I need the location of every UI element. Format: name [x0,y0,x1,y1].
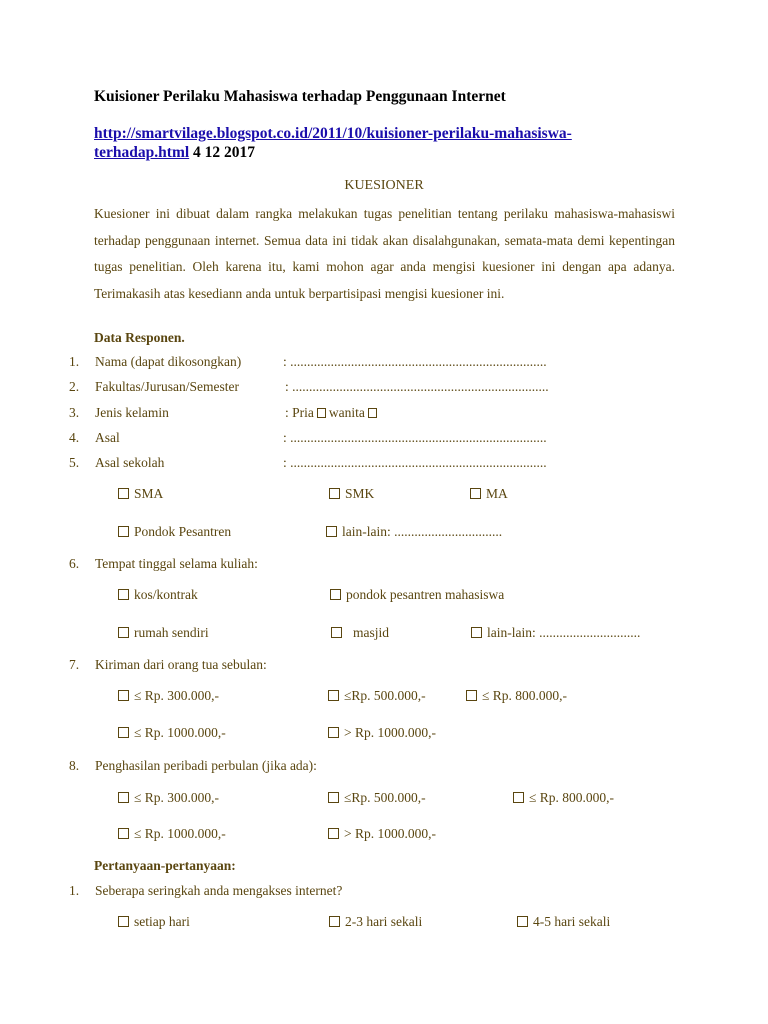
option-kiriman-over-1000[interactable] [328,725,436,741]
checkbox[interactable] [328,727,339,738]
option-kos-kontrak[interactable] [118,587,198,603]
field-asal-sekolah-input[interactable]: : ............................................................................ [283,455,547,470]
item-number: 6. [69,556,80,571]
option-label: MA [486,486,508,501]
checkbox[interactable] [513,792,524,803]
question-penghasilan: Penghasilan peribadi perbulan (jika ada): [95,758,317,773]
field-nama-input[interactable]: : ............................................................................ [283,354,547,369]
option-pondok-pesantren-mahasiswa[interactable] [330,587,504,603]
option-rumah-sendiri[interactable] [118,625,209,641]
option-pondok-pesantren[interactable] [118,524,231,540]
option-label: lain-lain: ................................ [342,524,503,539]
item-number: 2. [69,379,80,394]
source-link-part2: terhadap.html [94,144,190,161]
field-label-jenis-kelamin: Jenis kelamin [95,405,169,420]
gender-options [285,405,380,421]
option-label: ≤ Rp. 800.000,- [529,790,615,805]
option-penghasilan-500[interactable] [328,790,426,806]
checkbox[interactable] [118,916,129,927]
item-number: 7. [69,657,80,672]
checkbox[interactable] [326,526,337,537]
checkbox[interactable] [118,792,129,803]
option-label: pondok pesantren mahasiswa [346,587,505,602]
option-label: > Rp. 1000.000,- [344,725,436,740]
option-penghasilan-800[interactable] [513,790,614,806]
gender-pria-checkbox[interactable] [317,408,326,418]
pertanyaan-heading: Pertanyaan-pertanyaan: [94,858,236,873]
checkbox[interactable] [471,627,482,638]
item-number: 4. [69,430,80,445]
gender-wanita-label: wanita [328,405,365,420]
gender-pria-label: : Pria [285,405,314,420]
source-reference [94,124,572,162]
checkbox[interactable] [328,828,339,839]
item-number: 1. [69,883,80,898]
option-4-5-hari[interactable] [517,914,610,930]
option-label: rumah sendiri [134,625,209,640]
checkbox[interactable] [330,589,341,600]
option-setiap-hari[interactable] [118,914,190,930]
option-kiriman-500[interactable] [328,688,426,704]
option-smk[interactable] [329,486,374,502]
source-link-part1: http://smartvilage.blogspot.co.id/2011/10/kuisioner-perilaku-mahasiswa- [94,125,572,142]
option-label: Pondok Pesantren [134,524,232,539]
option-2-3-hari[interactable] [329,914,422,930]
document-title: Kuisioner Perilaku Mahasiswa terhadap Penggunaan Internet [94,88,506,105]
option-label: ≤ Rp. 1000.000,- [134,826,226,841]
question-akses-internet: Seberapa seringkah anda mengakses internet? [95,883,343,898]
option-label: ≤ Rp. 800.000,- [482,688,568,703]
option-label: lain-lain: .............................. [487,625,641,640]
checkbox[interactable] [118,589,129,600]
checkbox[interactable] [118,526,129,537]
source-link[interactable] [94,125,572,161]
gender-wanita-checkbox[interactable] [368,408,377,418]
option-masjid[interactable] [331,625,389,641]
option-penghasilan-1000[interactable] [118,826,226,842]
option-ma[interactable] [470,486,508,502]
option-label: ≤ Rp. 300.000,- [134,688,220,703]
option-kiriman-300[interactable] [118,688,219,704]
data-responen-heading: Data Responen. [94,330,185,345]
option-penghasilan-over-1000[interactable] [328,826,436,842]
option-label: setiap hari [134,914,190,929]
questionnaire-heading: KUESIONER [344,178,424,193]
option-label: 2-3 hari sekali [345,914,423,929]
item-number: 8. [69,758,80,773]
checkbox[interactable] [118,627,129,638]
option-label: SMA [134,486,164,501]
option-lain-lain-sekolah[interactable] [326,524,502,540]
checkbox[interactable] [329,916,340,927]
option-sma[interactable] [118,486,163,502]
question-tempat-tinggal: Tempat tinggal selama kuliah: [95,556,258,571]
option-label: ≤ Rp. 1000.000,- [134,725,226,740]
checkbox[interactable] [118,690,129,701]
option-kiriman-800[interactable] [466,688,567,704]
question-kiriman: Kiriman dari orang tua sebulan: [95,657,267,672]
intro-paragraph [94,201,675,307]
checkbox[interactable] [118,488,129,499]
option-label: ≤Rp. 500.000,- [344,688,426,703]
checkbox[interactable] [331,627,342,638]
option-lain-lain-tinggal[interactable] [471,625,640,641]
checkbox[interactable] [328,690,339,701]
checkbox[interactable] [470,488,481,499]
option-label: 4-5 hari sekali [533,914,611,929]
checkbox[interactable] [329,488,340,499]
option-label: ≤ Rp. 300.000,- [134,790,220,805]
checkbox[interactable] [118,727,129,738]
field-label-fakultas: Fakultas/Jurusan/Semester [95,379,239,394]
item-number: 5. [69,455,80,470]
option-label: kos/kontrak [134,587,198,602]
field-fakultas-input[interactable]: : ............................................................................ [285,379,549,394]
option-label: > Rp. 1000.000,- [344,826,436,841]
field-asal-input[interactable]: : ............................................................................ [283,430,547,445]
option-label: ≤Rp. 500.000,- [344,790,426,805]
option-kiriman-1000[interactable] [118,725,226,741]
checkbox[interactable] [328,792,339,803]
option-penghasilan-300[interactable] [118,790,219,806]
field-label-asal-sekolah: Asal sekolah [95,455,165,470]
checkbox[interactable] [118,828,129,839]
field-label-nama: Nama (dapat dikosongkan) [95,354,242,369]
item-number: 3. [69,405,80,420]
checkbox[interactable] [466,690,477,701]
checkbox[interactable] [517,916,528,927]
option-label: masjid [353,625,389,640]
item-number: 1. [69,354,80,369]
source-date: 4 12 2017 [189,144,256,161]
option-label: SMK [345,486,375,501]
field-label-asal: Asal [95,430,120,445]
intro-text: Kuesioner ini dibuat dalam rangka melakukan tugas penelitian tentang perilaku mahasiswa-mahasiswi terhadap penggunaan internet. Semua data ini tidak akan disalahgunakan, semata-mata demi kepentingan tugas penelitian. Oleh karena itu, kami mohon agar anda mengisi kuesioner ini dengan apa adanya. Terimakasih atas kesediann anda untuk berpartisipasi mengisi kuesioner ini. [94,206,675,301]
